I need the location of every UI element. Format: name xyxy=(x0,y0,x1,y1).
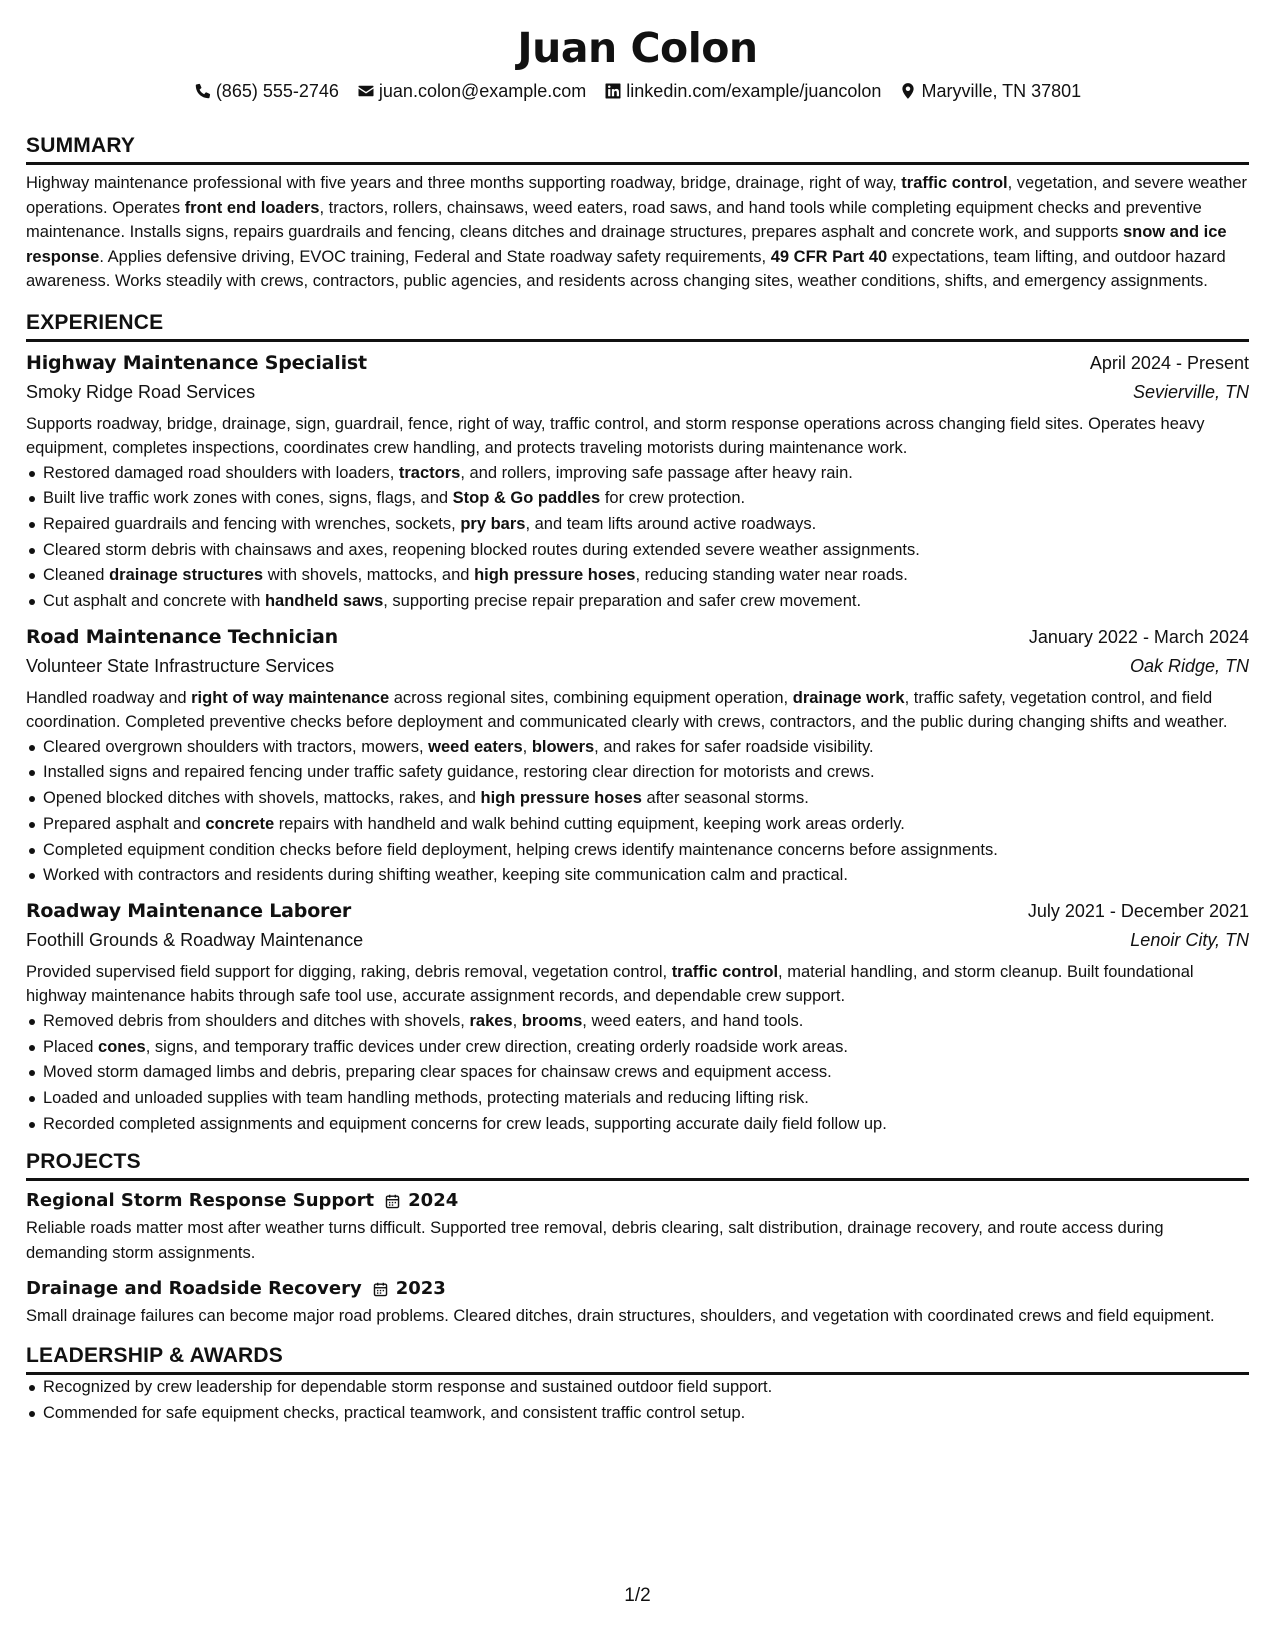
section-title-summary: SUMMARY xyxy=(26,133,1249,165)
keyword: pry bars xyxy=(460,514,526,533)
bullet-item xyxy=(26,461,1249,487)
bullet-item xyxy=(26,735,1249,761)
project-header xyxy=(26,1188,1249,1214)
keyword: handheld saws xyxy=(264,592,384,611)
bullet-item xyxy=(26,1112,1249,1138)
text-segment: Cleaned xyxy=(43,566,110,585)
keyword: rakes xyxy=(469,1011,513,1030)
page-number: 1/2 xyxy=(624,1585,651,1606)
keyword: drainage structures xyxy=(109,566,264,585)
text-segment: Moved storm damaged limbs and debris, preparing clear spaces for chainsaw crews and equipment access. xyxy=(43,1063,832,1082)
award-item: Commended for safe equipment checks, practical teamwork, and consistent traffic control setup. xyxy=(26,1401,1249,1427)
keyword: blowers xyxy=(531,737,595,756)
job-location: Sevierville, TN xyxy=(1132,381,1249,402)
summary-section xyxy=(26,133,1249,294)
candidate-name: Juan Colon xyxy=(517,24,758,72)
job-title: Roadway Maintenance Laborer xyxy=(26,899,352,922)
project-list xyxy=(26,1188,1249,1329)
text-segment: Handled roadway and xyxy=(26,688,192,707)
contact-bar xyxy=(26,79,1249,103)
bullet-item xyxy=(26,863,1249,889)
text-segment: across regional sites, combining equipment operation, xyxy=(389,688,793,707)
section-title-projects: PROJECTS xyxy=(26,1149,1249,1181)
job-bullets xyxy=(26,1009,1249,1138)
job-location: Lenoir City, TN xyxy=(1130,929,1249,950)
envelope-icon xyxy=(357,82,375,100)
job-title: Highway Maintenance Specialist xyxy=(26,351,367,374)
bullet-item xyxy=(26,486,1249,512)
bullet-item xyxy=(26,1035,1249,1061)
text-segment: , supporting precise repair preparation and safer crew movement. xyxy=(383,592,862,611)
keyword: drainage work xyxy=(792,688,905,707)
text-segment: , and rakes for safer roadside visibility. xyxy=(594,737,874,756)
map-pin-icon xyxy=(899,82,917,100)
bullet-item xyxy=(26,563,1249,589)
keyword: brooms xyxy=(521,1011,583,1030)
location-text: Maryville, TN 37801 xyxy=(921,81,1082,101)
job-bullets xyxy=(26,735,1249,889)
linkedin-link[interactable]: linkedin.com/example/juancolon xyxy=(626,81,882,101)
summary-segment: , tractors, rollers, chainsaws, weed eaters, road saws, and hand tools while completing equipment checks and preventive maintenance. Installs signs, repairs guardrails and fencing, cleans ditches and drainage structures, prepares asphalt and concrete work, and supports xyxy=(26,198,1202,241)
summary-segment: Highway maintenance professional with five years and three months supporting roadway, bridge, drainage, right of way, xyxy=(26,174,902,192)
job-company-row xyxy=(26,925,1249,955)
awards-section xyxy=(26,1343,1249,1426)
bullet-item xyxy=(26,838,1249,864)
text-segment: for crew protection. xyxy=(600,489,746,508)
text-segment: Placed xyxy=(43,1037,99,1056)
job-entry xyxy=(26,623,1249,889)
text-segment: , xyxy=(512,1011,522,1030)
job-header-row xyxy=(26,897,1249,925)
text-segment: Cleared storm debris with chainsaws and axes, reopening blocked routes during extended severe weather assignments. xyxy=(43,540,920,559)
awards-list xyxy=(26,1375,1249,1426)
contact-phone xyxy=(194,79,339,103)
job-description xyxy=(26,412,1249,461)
summary-segment: . Applies defensive driving, EVOC training, Federal and State roadway safety requirements, xyxy=(99,247,771,266)
text-segment: , and team lifts around active roadways. xyxy=(525,514,817,533)
job-title: Road Maintenance Technician xyxy=(26,625,338,648)
phone-text: (865) 555-2746 xyxy=(215,81,339,101)
job-company: Foothill Grounds & Roadway Maintenance xyxy=(26,929,364,950)
project-name: Drainage and Roadside Recovery xyxy=(26,1278,362,1300)
project-entry xyxy=(26,1276,1249,1329)
linkedin-icon xyxy=(604,82,622,100)
keyword: tractors xyxy=(398,463,461,482)
bullet-item xyxy=(26,512,1249,538)
job-location: Oak Ridge, TN xyxy=(1129,655,1249,676)
bullet-item xyxy=(26,812,1249,838)
job-company: Volunteer State Infrastructure Services xyxy=(26,655,335,676)
project-year: 2023 xyxy=(395,1278,446,1300)
text-segment: Built live traffic work zones with cones, signs, flags, and xyxy=(43,489,453,508)
text-segment: , traffic safety, vegetation control, and field coordination. Completed preventive checks before deployment and communicated clearly with crews, contractors, and the public during changing shifts and weather. xyxy=(26,688,1228,732)
text-segment: Installed signs and repaired fencing under traffic safety guidance, restoring clear direction for motorists and crews. xyxy=(43,763,875,782)
job-dates: January 2022 - March 2024 xyxy=(1028,626,1249,647)
text-segment: Completed equipment condition checks before field deployment, helping crews identify maintenance concerns before assignments. xyxy=(43,840,998,859)
contact-location xyxy=(899,79,1081,103)
job-header-row xyxy=(26,349,1249,377)
job-description xyxy=(26,686,1249,735)
job-description xyxy=(26,960,1249,1009)
text-segment: , signs, and temporary traffic devices under crew direction, creating orderly roadside work areas. xyxy=(145,1037,848,1056)
bullet-item xyxy=(26,1086,1249,1112)
job-dates: April 2024 - Present xyxy=(1089,352,1249,373)
text-segment: Opened blocked ditches with shovels, mattocks, rakes, and xyxy=(43,789,481,808)
text-segment: , and rollers, improving safe passage after heavy rain. xyxy=(460,463,853,482)
project-name: Regional Storm Response Support xyxy=(26,1190,375,1212)
keyword: weed eaters xyxy=(428,737,523,756)
summary-keyword: front end loaders xyxy=(184,198,320,217)
text-segment: Supports roadway, bridge, drainage, sign, guardrail, fence, right of way, traffic control, and storm response operations across changing field sites. Operates heavy equipment, completes inspections, coordinates crew handling, and protects traveling motorists during maintenance work. xyxy=(26,414,1205,457)
contact-email[interactable] xyxy=(357,79,586,103)
text-segment: Cleared overgrown shoulders with tractors, mowers, xyxy=(43,737,429,756)
text-segment: , material handling, and storm cleanup. Built foundational highway maintenance habits through safe tool use, accurate assignment records, and dependable crew support. xyxy=(26,962,1194,1006)
bullet-item xyxy=(26,1009,1249,1035)
text-segment: with shovels, mattocks, and xyxy=(263,566,475,585)
keyword: high pressure hoses xyxy=(480,789,642,808)
job-company-row xyxy=(26,651,1249,681)
text-segment: after seasonal storms. xyxy=(641,789,809,808)
job-company-row xyxy=(26,377,1249,407)
bullet-item xyxy=(26,786,1249,812)
keyword: Stop & Go paddles xyxy=(452,489,601,508)
project-year: 2024 xyxy=(408,1190,459,1212)
text-segment: Provided supervised field support for digging, raking, debris removal, vegetation control, xyxy=(26,962,672,981)
bullet-item xyxy=(26,760,1249,786)
experience-section xyxy=(26,310,1249,1138)
text-segment: Worked with contractors and residents during shifting weather, keeping site communication calm and practical. xyxy=(43,866,848,885)
keyword: right of way maintenance xyxy=(191,688,390,707)
phone-icon xyxy=(194,82,212,100)
text-segment: Repaired guardrails and fencing with wrenches, sockets, xyxy=(43,514,461,533)
job-entry xyxy=(26,897,1249,1138)
bullet-item xyxy=(26,1060,1249,1086)
text-segment: , weed eaters, and hand tools. xyxy=(582,1011,804,1030)
summary-keyword: 49 CFR Part 40 xyxy=(770,247,888,266)
job-list xyxy=(26,349,1249,1138)
projects-section xyxy=(26,1149,1249,1329)
contact-linkedin[interactable] xyxy=(604,79,881,103)
resume-header xyxy=(26,22,1249,103)
text-segment: Cut asphalt and concrete with xyxy=(43,592,265,611)
job-bullets xyxy=(26,461,1249,615)
keyword: high pressure hoses xyxy=(474,566,636,585)
summary-keyword: traffic control xyxy=(901,174,1008,192)
project-entry xyxy=(26,1188,1249,1265)
calendar-icon xyxy=(372,1281,389,1298)
project-description: Reliable roads matter most after weather turns difficult. Supported tree removal, debris clearing, salt distribution, drainage recovery, and route access during demanding storm assignments. xyxy=(26,1219,1164,1262)
project-date xyxy=(384,1188,458,1214)
project-description: Small drainage failures can become major road problems. Cleared ditches, drain structures, shoulders, and vegetation with coordinated crews and field equipment. xyxy=(26,1307,1215,1326)
text-segment: , reducing standing water near roads. xyxy=(635,566,908,585)
project-header xyxy=(26,1276,1249,1302)
keyword: traffic control xyxy=(671,962,779,981)
bullet-item xyxy=(26,589,1249,615)
calendar-icon xyxy=(384,1193,401,1210)
text-segment: , xyxy=(522,737,532,756)
email-link[interactable]: juan.colon@example.com xyxy=(378,81,587,101)
summary-segment: , vegetation, and severe weather operations. Operates xyxy=(26,174,1248,217)
text-segment: Loaded and unloaded supplies with team handling methods, protecting materials and reducing lifting risk. xyxy=(43,1089,809,1108)
award-item: Recognized by crew leadership for dependable storm response and sustained outdoor field support. xyxy=(26,1375,1249,1401)
text-segment: Restored damaged road shoulders with loaders, xyxy=(43,463,399,482)
job-company: Smoky Ridge Road Services xyxy=(26,381,256,402)
summary-text xyxy=(26,171,1249,294)
keyword: concrete xyxy=(205,814,275,833)
text-segment: Prepared asphalt and xyxy=(43,814,206,833)
text-segment: repairs with handheld and walk behind cutting equipment, keeping work areas orderly. xyxy=(274,814,905,833)
job-entry xyxy=(26,349,1249,615)
section-title-awards: LEADERSHIP & AWARDS xyxy=(26,1343,1249,1375)
job-dates: July 2021 - December 2021 xyxy=(1027,900,1249,921)
text-segment: Removed debris from shoulders and ditches with shovels, xyxy=(43,1011,470,1030)
section-title-experience: EXPERIENCE xyxy=(26,310,1249,342)
summary-keyword: snow and ice response xyxy=(26,223,1227,266)
keyword: cones xyxy=(98,1037,146,1056)
text-segment: Recorded completed assignments and equipment concerns for crew leads, supporting accurate daily field follow up. xyxy=(43,1114,887,1133)
summary-segment: expectations, team lifting, and outdoor hazard awareness. Works steadily with crews, contractors, public agencies, and residents across changing sites, weather conditions, shifts, and emergency assignments. xyxy=(26,247,1226,290)
bullet-item xyxy=(26,538,1249,564)
job-header-row xyxy=(26,623,1249,651)
project-date xyxy=(372,1276,446,1302)
